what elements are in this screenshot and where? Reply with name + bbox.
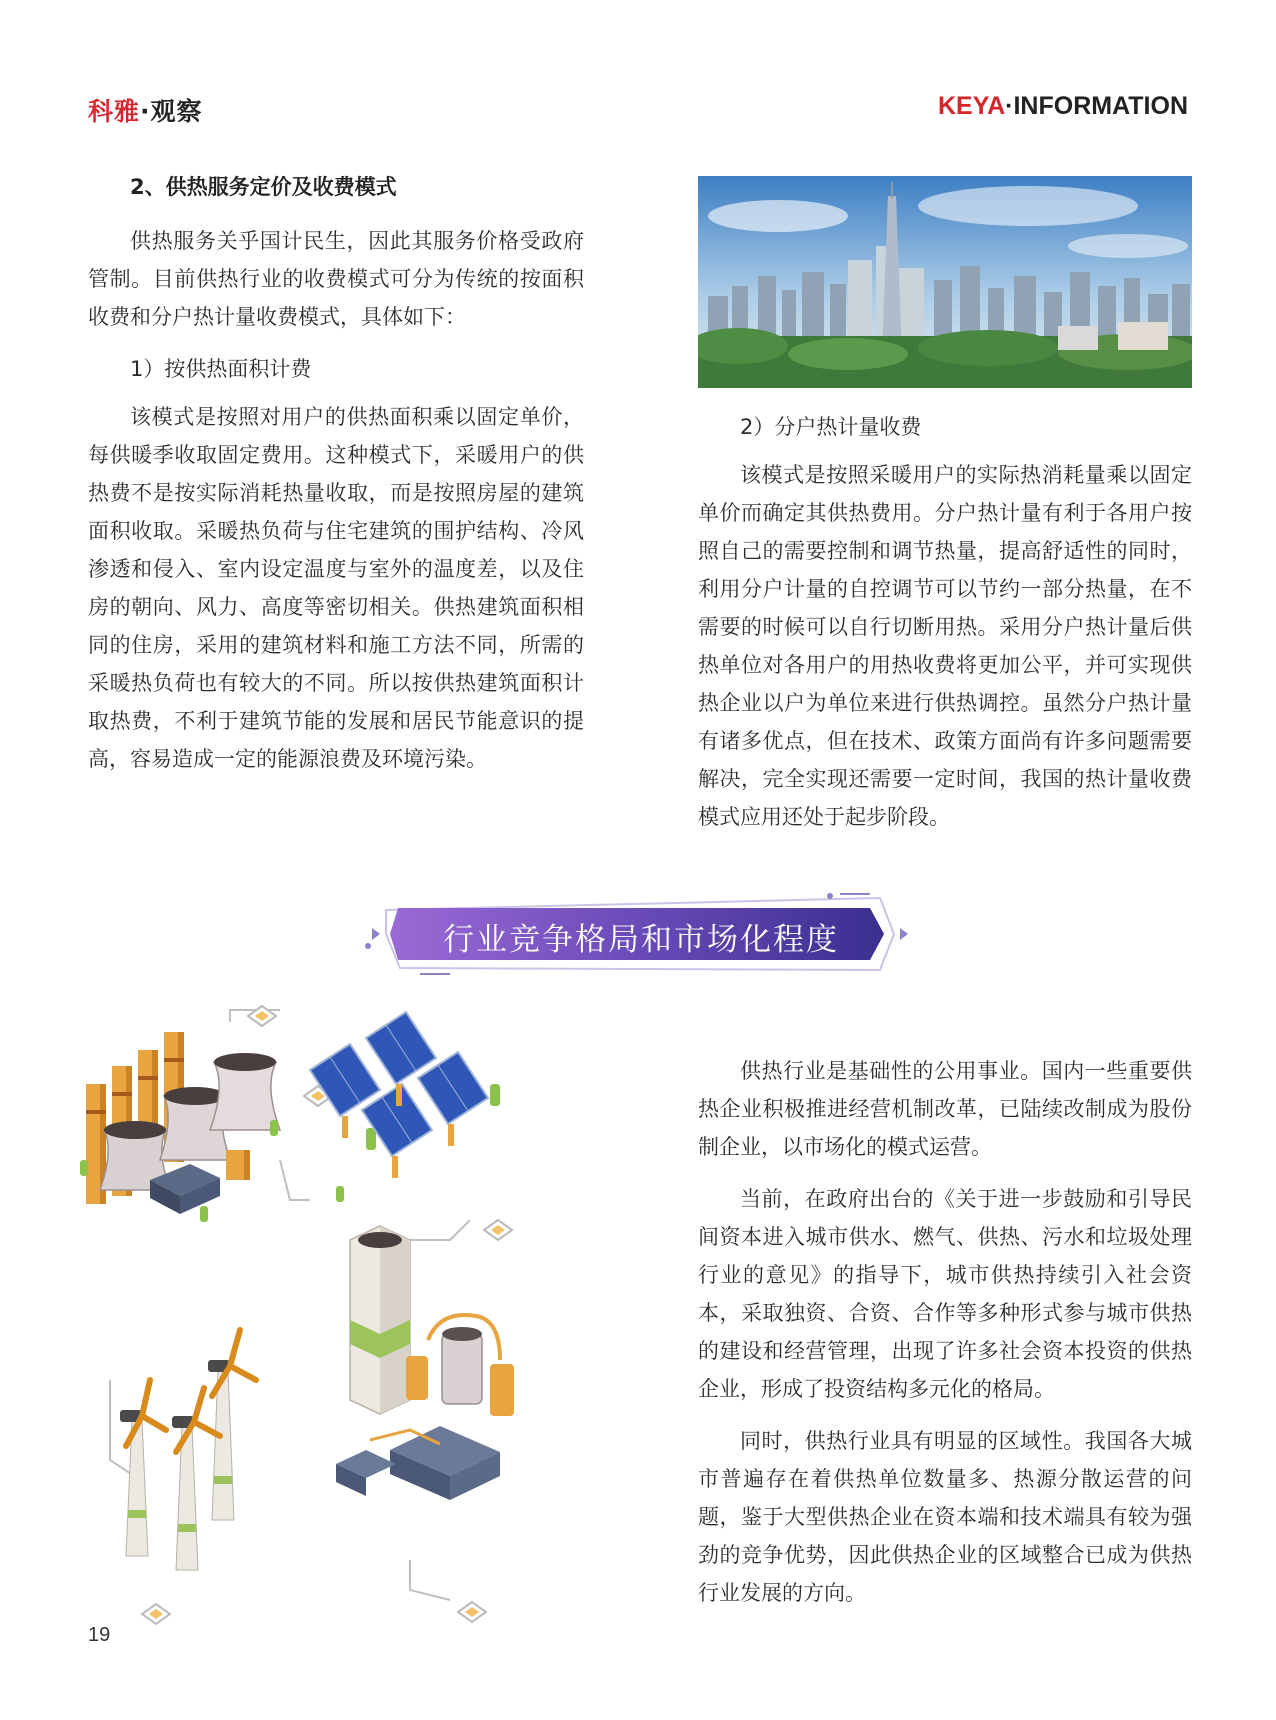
paragraph-competition-3: 同时，供热行业具有明显的区域性。我国各大城市普遍存在着供热单位数量多、热源分散运营的问题，鉴于大型供热企业在资本端和技术端具有较为强劲的竞争优势，因此供热企业的区域整合已成为供热行业发展的方向。 [698,1429,1192,1605]
paragraph-competition-1: 供热行业是基础性的公用事业。国内一些重要供热企业积极推进经营机制改革，已陆续改制成为股份制企业，以市场化的模式运营。 [698,1059,1192,1159]
paragraph-intro: 供热服务关乎国计民生，因此其服务价格受政府管制。目前供热行业的收费模式可分为传统的按面积收费和分户热计量收费模式，具体如下： [88,229,584,329]
column-competition [698,1052,1192,1626]
subheading-area-billing: 1）按供热面积计费 [130,357,312,381]
paragraph-area-billing: 该模式是按照对用户的供热面积乘以固定单价，每供暖季收取固定费用。这种模式下，采暖用户的供热费不是按实际消耗热量收取，而是按照房屋的建筑面积收取。采暖热负荷与住宅建筑的围护结构、冷风渗透和侵入、室内设定温度与室外的温度差，以及住房的朝向、风力、高度等密切相关。供热建筑面积相同的住房，采用的建筑材料和施工方法不同，所需的采暖热负荷也有较大的不同。所以按供热建筑面积计取热费，不利于建筑节能的发展和居民节能意识的提高，容易造成一定的能源浪费及环境污染。 [88,405,584,771]
city-skyline-photo [698,176,1192,388]
section-title: 行业竞争格局和市场化程度 [443,921,839,958]
brand-name-en: KEYA [937,92,1006,120]
paragraph-metering: 该模式是按照采暖用户的实际热消耗量乘以固定单价而确定其供热费用。分户热计量有利于各用户按照自己的需要控制和调节热量，提高舒适性的同时，利用分户计量的自控调节可以节约一部分热量，在不需要的时候可以自行切断用热。采用分户热计量后供热单位对各用户的用热收费将更加公平，并可实现供热企业以户为单位来进行供热调控。虽然分户热计量有诸多优点，但在技术、政策方面尚有许多问题需要解决，完全实现还需要一定时间，我国的热计量收费模式应用还处于起步阶段。 [698,463,1192,829]
section-heading-pricing: 2、供热服务定价及收费模式 [130,175,397,199]
brand-suffix-cn: ·观察 [140,97,203,126]
subheading-metering: 2）分户热计量收费 [740,415,922,439]
paragraph-competition-2: 当前，在政府出台的《关于进一步鼓励和引导民间资本进入城市供水、燃气、供热、污水和垃圾处理行业的意见》的指导下，城市供热持续引入社会资本，采取独资、合资、合作等多种形式参与城市供热的建设和经营管理，出现了许多社会资本投资的供热企业，形成了投资结构多元化的格局。 [698,1187,1192,1401]
column-pricing-area [88,168,584,792]
brand-name-cn: 科雅 [88,97,141,126]
column-metering [698,408,1192,850]
header-left-brand [88,92,203,128]
header-right-brand [938,92,1188,121]
brand-suffix-en: ·INFORMATION [1005,92,1188,120]
energy-infrastructure-illustration [80,1000,620,1640]
page-number: 19 [88,1624,111,1646]
